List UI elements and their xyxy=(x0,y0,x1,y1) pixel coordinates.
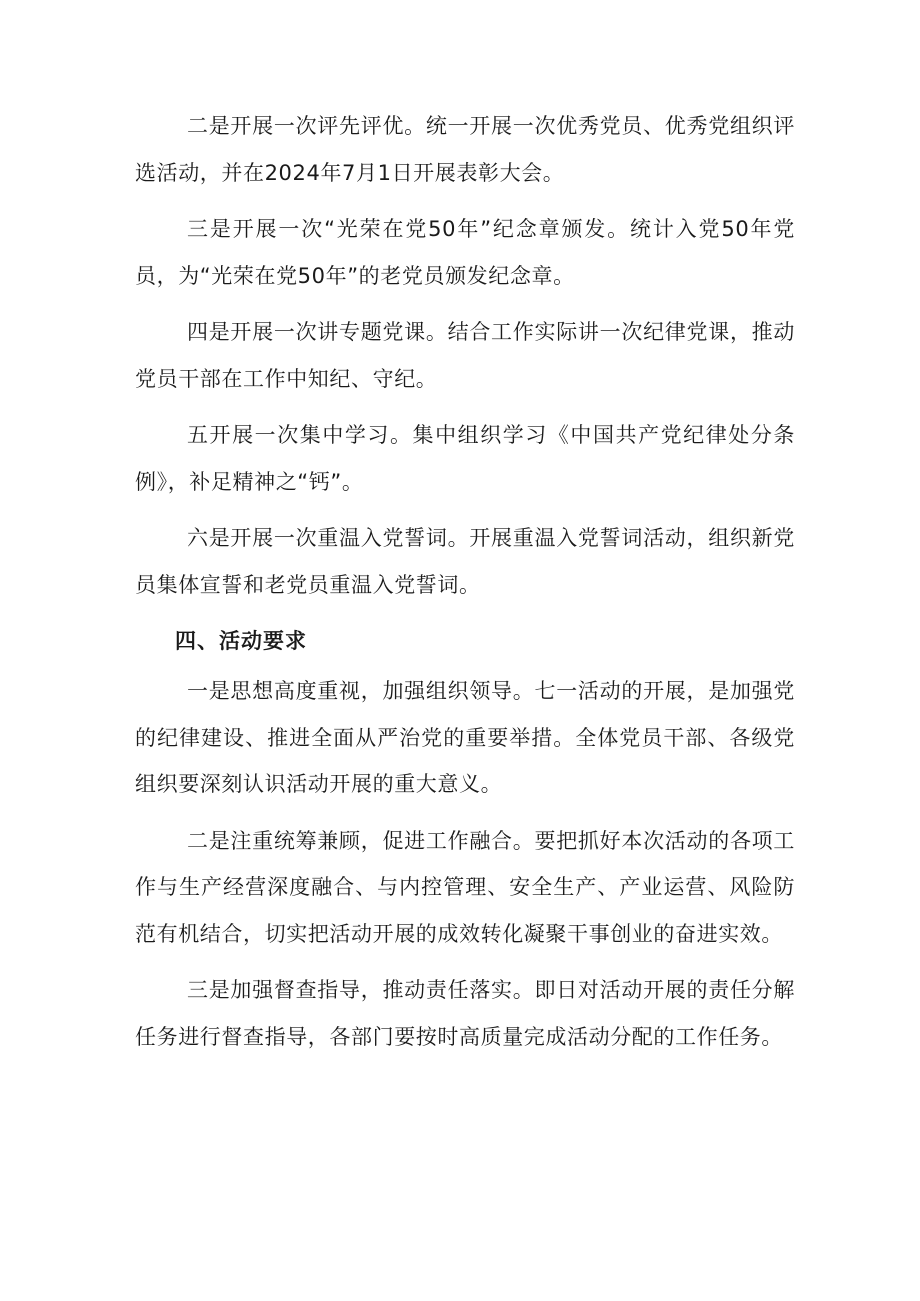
paragraph-group-study: 五开展一次集中学习。集中组织学习《中国共产党纪律处分条例》，补足精神之“钙”。 xyxy=(135,423,795,494)
paragraph-commendation: 二是开展一次评先评优。统一开展一次优秀党员、优秀党组织评选活动，并在2024年7月1日开展表彰大会。 xyxy=(135,114,795,185)
paragraph-party-lecture: 四是开展一次讲专题党课。结合工作实际讲一次纪律党课，推动党员干部在工作中知纪、守纪。 xyxy=(135,320,795,391)
paragraph-requirement-2: 二是注重统筹兼顾，促进工作融合。要把抓好本次活动的各项工作与生产经营深度融合、与内控管理、安全生产、产业运营、风险防范有机结合，切实把活动开展的成效转化凝聚干事创业的奋进实效。 xyxy=(135,828,795,946)
document-page xyxy=(135,103,795,1070)
paragraph-requirement-1: 一是思想高度重视，加强组织领导。七一活动的开展，是加强党的纪律建设、推进全面从严治党的重要举措。全体党员干部、各级党组织要深刻认识活动开展的重大意义。 xyxy=(135,679,795,796)
paragraph-oath-review: 六是开展一次重温入党誓词。开展重温入党誓词活动，组织新党员集体宣誓和老党员重温入党誓词。 xyxy=(135,526,795,597)
paragraph-requirement-3: 三是加强督查指导，推动责任落实。即日对活动开展的责任分解任务进行督查指导，各部门要按时高质量完成活动分配的工作任务。 xyxy=(135,978,795,1049)
section-heading: 四、活动要求 xyxy=(175,629,307,653)
paragraph-medal-award: 三是开展一次“光荣在党50年”纪念章颁发。统计入党50年党员，为“光荣在党50年”的老党员颁发纪念章。 xyxy=(135,217,795,288)
